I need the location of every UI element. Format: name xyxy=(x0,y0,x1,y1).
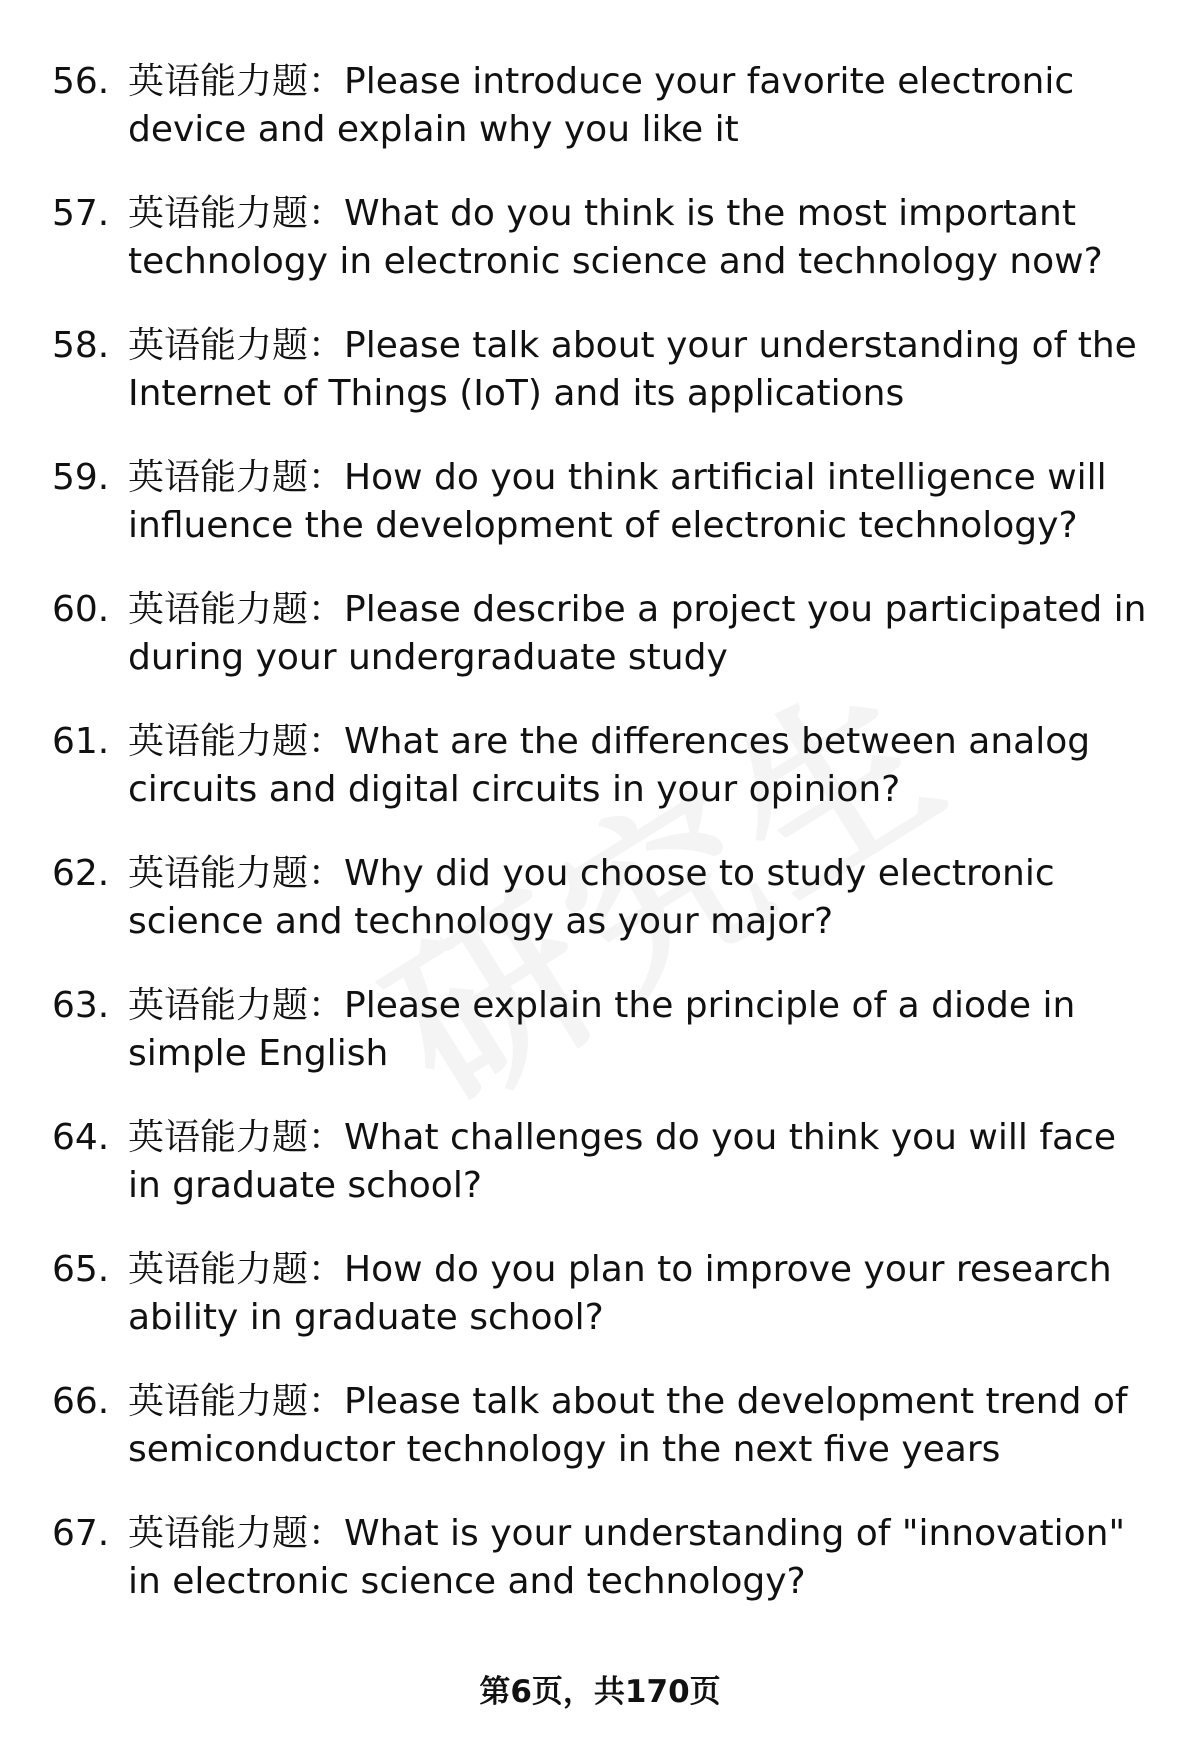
question-number: 62. xyxy=(52,853,110,894)
question-text: What is your understanding of "innovation" in electronic science and technology? xyxy=(128,1513,1126,1602)
question-item xyxy=(52,58,1152,190)
page-footer: 第6页，共170页 xyxy=(479,1674,721,1710)
question-item xyxy=(52,982,1152,1114)
question-number: 61. xyxy=(52,721,110,762)
question-number: 58. xyxy=(52,325,110,366)
question-number: 63. xyxy=(52,985,110,1026)
question-body xyxy=(128,190,1152,286)
question-item xyxy=(52,850,1152,982)
question-item xyxy=(52,1378,1152,1510)
question-number: 60. xyxy=(52,589,110,630)
question-text: What do you think is the most important technology in electronic science and technology now? xyxy=(128,193,1103,282)
question-prefix: 英语能力题： xyxy=(128,61,345,102)
question-item xyxy=(52,1114,1152,1246)
question-prefix: 英语能力题： xyxy=(128,1117,345,1158)
question-text: Please describe a project you participated in during your undergraduate study xyxy=(128,589,1147,678)
question-text: How do you think artificial intelligence will influence the development of electronic technology? xyxy=(128,457,1107,546)
question-item xyxy=(52,1510,1152,1642)
question-item xyxy=(52,718,1152,850)
question-item xyxy=(52,454,1152,586)
question-list xyxy=(52,58,1152,1642)
question-body xyxy=(128,1510,1152,1606)
question-body xyxy=(128,322,1152,418)
question-prefix: 英语能力题： xyxy=(128,193,345,234)
question-number: 67. xyxy=(52,1513,110,1554)
question-prefix: 英语能力题： xyxy=(128,721,345,762)
question-body xyxy=(128,586,1152,682)
question-body xyxy=(128,850,1152,946)
question-number: 57. xyxy=(52,193,110,234)
question-body xyxy=(128,1246,1152,1342)
question-item xyxy=(52,1246,1152,1378)
question-prefix: 英语能力题： xyxy=(128,1381,345,1422)
question-prefix: 英语能力题： xyxy=(128,457,345,498)
question-prefix: 英语能力题： xyxy=(128,1249,345,1290)
question-body xyxy=(128,982,1152,1078)
question-number: 66. xyxy=(52,1381,110,1422)
question-number: 64. xyxy=(52,1117,110,1158)
question-prefix: 英语能力题： xyxy=(128,985,345,1026)
question-prefix: 英语能力题： xyxy=(128,1513,345,1554)
question-prefix: 英语能力题： xyxy=(128,589,345,630)
question-item xyxy=(52,190,1152,322)
question-body xyxy=(128,718,1152,814)
question-body xyxy=(128,454,1152,550)
question-text: Please explain the principle of a diode in simple English xyxy=(128,985,1076,1074)
question-body xyxy=(128,1114,1152,1210)
question-text: What challenges do you think you will face in graduate school? xyxy=(128,1117,1116,1206)
question-text: How do you plan to improve your research ability in graduate school? xyxy=(128,1249,1112,1338)
question-item xyxy=(52,586,1152,718)
question-item xyxy=(52,322,1152,454)
question-body xyxy=(128,58,1152,154)
question-text: Please talk about the development trend of semiconductor technology in the next five years xyxy=(128,1381,1128,1470)
question-prefix: 英语能力题： xyxy=(128,853,345,894)
question-text: Please talk about your understanding of the Internet of Things (IoT) and its applications xyxy=(128,325,1137,414)
question-body xyxy=(128,1378,1152,1474)
question-text: What are the differences between analog circuits and digital circuits in your opinion? xyxy=(128,721,1091,810)
question-number: 65. xyxy=(52,1249,110,1290)
question-text: Why did you choose to study electronic science and technology as your major? xyxy=(128,853,1055,942)
question-text: Please introduce your favorite electronic device and explain why you like it xyxy=(128,61,1075,150)
question-number: 56. xyxy=(52,61,110,102)
question-number: 59. xyxy=(52,457,110,498)
question-prefix: 英语能力题： xyxy=(128,325,345,366)
